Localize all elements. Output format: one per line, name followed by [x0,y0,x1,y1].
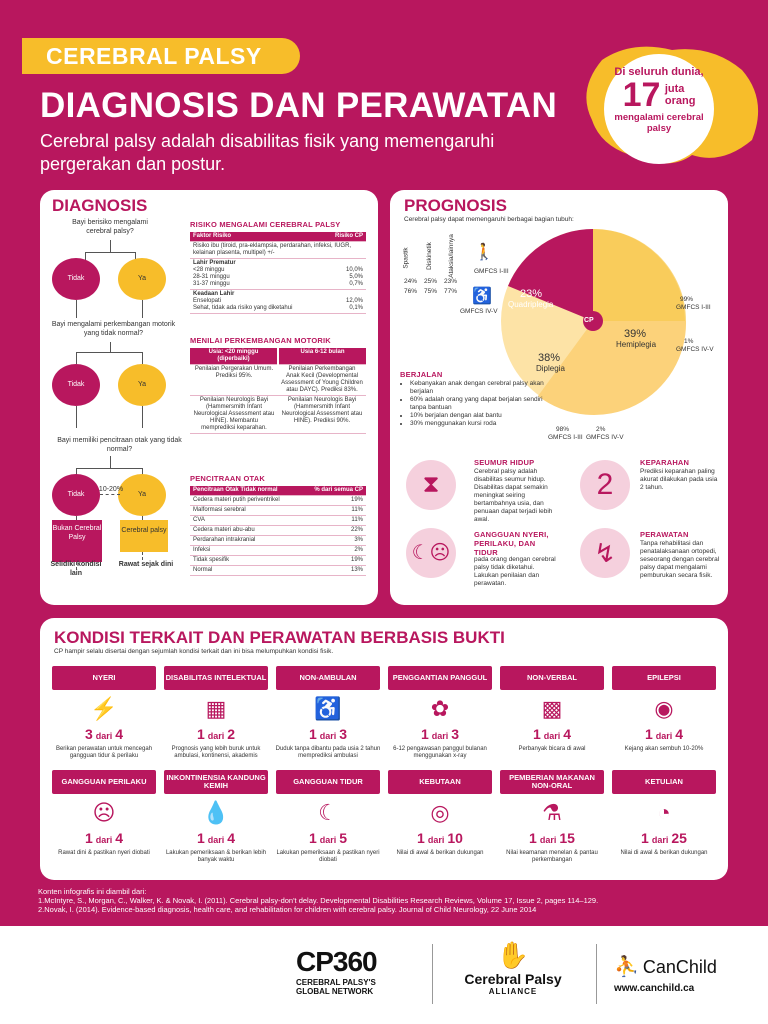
condition-header: PENGGANTIAN PANGGUL [388,666,492,690]
ratio-num: 1 [532,726,541,742]
condition-desc: Duduk tanpa dibantu pada usia 2 tahun memprediksi ambulasi [275,746,381,759]
cpa-hand-icon: ✋ [496,940,530,970]
cpa-logo [448,940,578,996]
table-row [190,516,366,526]
quad-label: Quadriplegia [508,300,554,309]
col-val2-1: 75% [424,288,438,295]
risk-v2b: 10,0% [345,267,363,273]
canchild-text: CanChild [642,957,717,977]
care-title: PERAWATAN [640,530,689,539]
imaging-cell: Perdarahan intrakranial [190,536,301,546]
stat-line1: Di seluruh dunia, [614,66,704,78]
motor-a1: Penilaian Pergerakan Umum. Prediksi 95%. [190,365,278,396]
source-1: 1.McIntyre, S., Morgan, C., Walker, K. & Novak, I. (2011). Cerebral palsy-don't delay. Developmental Disabilities Research Reviews, Volume 17, Issue 2, pages 114–129. [38,896,599,905]
pie-cp-label: CP [584,317,594,324]
ratio-dari: dari [431,731,449,741]
stat-number: 17 [622,76,661,114]
col-val2-2: 77% [444,288,458,295]
flow-bukan-box [52,520,102,562]
motor-a2: Penilaian Perkembangan Anak Kecil (Developmental Assessment of Young Children atau DAYC). Prediksi 83%. [278,365,366,396]
motor-table [190,348,366,434]
ratio-num: 1 [84,830,93,846]
condition-icon: ♿ [314,696,342,721]
flow-bukan-label: Bukan Cerebral Palsy [52,525,102,541]
condition-icon: ▩ [541,696,563,721]
gmfcs-2: GMFCS IV-V [460,308,498,315]
motor-title: MENILAI PERKEMBANGAN MOTORIK [190,336,331,345]
risk-r1: Risiko ibu (tiroid, pra-eklampsia, perdarahan, infeksi, IUGR, kelainan plasenta, multipel) +/- [190,242,366,259]
condition-icon: ☹ [92,800,116,825]
ratio-den: 25 [671,830,687,846]
source-2: 2.Novak, I. (2014). Evidence-based diagnosis, health care, and rehabilitation for children with cerebral palsy. Journal of Child Neurology, 22 June 2014 [38,905,537,914]
condition-header: NON-AMBULAN [276,666,380,690]
conditions-card [40,618,728,880]
risk-v2c: 5,0% [349,274,363,280]
condition-desc: Kejang akan sembuh 10-20% [624,746,704,752]
ratio-den: 3 [451,726,460,742]
ratio-den: 4 [115,830,124,846]
risk-title: RISIKO MENGALAMI CEREBRAL PALSY [190,220,341,229]
col-val-2: 23% [444,278,458,285]
risk-table [190,232,366,314]
ratio-dari: dari [207,835,225,845]
condition-icon: ✿ [430,696,450,721]
prognosis-title: PROGNOSIS [404,196,507,215]
dipl-r1: 98% [556,426,570,433]
ratio-num: 1 [308,830,317,846]
ratio-den: 4 [563,726,572,742]
risk-r3a: Keadaan Lahir [193,291,235,297]
conditions-title: KONDISI TERKAIT DAN PERAWATAN BERBASIS BUKTI [54,628,505,647]
ratio-dari: dari [95,835,113,845]
hourglass-icon: ⧗ [406,460,456,510]
flow-tidak-3: Tidak [52,474,100,516]
sources [38,887,738,914]
ratio-dari: dari [95,731,113,741]
dipl-r2: 2% [596,426,606,433]
flow-cp-label: Cerebral palsy [121,527,167,534]
risk-v3c: 0,1% [349,305,363,311]
ratio-den: 4 [675,726,684,742]
condition-icon: 💧 [202,800,230,825]
ratio-num: 1 [308,726,317,742]
sources-title: Konten infografis ini diambil dari: [38,887,147,896]
ratio-dari: dari [543,731,561,741]
cpa-text2: ALLIANCE [488,987,538,996]
hemi-pct: 39% [624,328,647,340]
condition-ratio [388,830,492,846]
imaging-cell: 19% [301,496,366,506]
ratio-den: 4 [115,726,124,742]
dipl-gm2: GMFCS IV-V [586,434,624,441]
logo-bar [0,926,768,1024]
condition-ratio [52,830,156,846]
imaging-cell: 11% [301,516,366,526]
risk-v3b: 12,0% [345,298,363,304]
imaging-cell: 22% [301,526,366,536]
ratio-num: 1 [420,726,429,742]
risk-h1: Faktor Risiko [190,232,319,242]
cp360-sub2: GLOBAL NETWORK [296,987,374,996]
motor-h1: Usia: <20 minggu (diperbaiki) [190,348,278,365]
ratio-num: 1 [641,830,649,846]
cp360-text: CP360 [296,946,377,977]
severity-icon [580,460,630,510]
table-row [190,526,366,536]
ratio-num: 1 [644,726,653,742]
motor-b1: Penilaian Neurologis Bayi (Hammersmith Infant Neurological Assessment atau HINE). Membantu memprediksi keparahan. [190,396,278,434]
condition-header: PEMBERIAN MAKANAN NON-ORAL [500,770,604,794]
walk-title: BERJALAN [400,370,443,379]
imaging-h1: Pencitraan Otak Tidak normal [190,486,301,496]
condition-icon: ⚡ [90,696,118,721]
table-row [190,546,366,556]
condition-header: NYERI [52,666,156,690]
cp360-sub1: CEREBRAL PALSY'S [296,978,376,987]
pain-text: pada orang dengan cerebral palsy tidak diketahui. Lakukan penilaian dan perawatan. [474,556,556,587]
imaging-cell: Infeksi [190,546,301,556]
flow-q3: Bayi memiliki pencitraan otak yang tidak normal? [57,437,182,453]
ratio-num: 1 [417,830,425,846]
flow-ya-1: Ya [118,258,166,300]
walk-list [404,380,554,428]
imaging-cell: 3% [301,536,366,546]
condition-header: GANGGUAN TIDUR [276,770,380,794]
ratio-dari: dari [655,731,673,741]
pain-sleep-icon: ☾☹ [406,528,456,578]
col-label-1: Diskinetik [425,242,433,270]
condition-desc: Lakukan pemeriksaan & pastikan nyeri diobati [276,850,380,863]
diagnosis-title: DIAGNOSIS [52,196,148,215]
condition-icon: ◔ [657,800,671,825]
imaging-cell: CVA [190,516,301,526]
stat-unit2: orang [664,95,696,107]
ratio-den: 4 [227,830,236,846]
table-row [190,536,366,546]
condition-desc: Nilai keamanan menelan & pantau perkembangan [506,850,598,863]
ratio-dari: dari [427,835,445,845]
flow-tidak-2: Tidak [52,364,100,406]
ratio-dari: dari [319,731,337,741]
condition-ratio [276,726,380,742]
condition-desc: Perbanyak bicara di awal [518,746,586,752]
imaging-cell: 2% [301,546,366,556]
condition-ratio [612,726,716,742]
ratio-den: 15 [559,830,575,846]
flow-tidak-1: Tidak [52,258,100,300]
list-item: • 10% berjalan dengan alat bantu [410,412,554,420]
condition-ratio [52,726,156,742]
condition-icon: ◉ [654,696,674,721]
dipl-pct: 38% [538,352,561,364]
col-label-2: Ataksia/lainnya [447,234,455,278]
care-text: Tanpa rehabilitasi dan penatalaksanaan ortopedi, seseorang dengan cerebral palsy dapat mengalami pemburukan secara fisik. [640,540,720,579]
condition-desc: Rawat dini & pastikan nyeri diobati [58,850,150,856]
ratio-den: 2 [227,726,236,742]
flow-ya-2: Ya [118,364,166,406]
sev-title: KEPARAHAN [640,458,690,467]
condition-header: DISABILITAS INTELEKTUAL [164,666,268,690]
col-val2-0: 76% [404,288,418,295]
condition-icon: ☾ [318,800,338,825]
ratio-num: 1 [196,726,205,742]
condition-desc: 6-12 pengawasan panggul bulanan menggunakan x-ray [393,746,487,759]
walk-icon: 🚶 [474,244,494,261]
table-row [190,556,366,566]
flow-selidiki: Selidiki kondisi lain [50,561,102,577]
flow-cp-box [120,520,168,552]
condition-desc: Berikan perawatan untuk mencegah gangguan tidur & perilaku [55,746,153,759]
header-pill: CEREBRAL PALSY [22,38,300,74]
dipl-gm1: GMFCS I-III [548,434,583,441]
risk-r2a: Lahir Prematur [193,260,236,266]
risk-r3b: Enselopati [193,298,222,304]
life-title: SEUMUR HIDUP [474,458,535,467]
list-item: • 60% adalah orang yang dapat berjalan sendiri tanpa bantuan [410,396,554,412]
motor-b2: Penilaian Neurologis Bayi (Hammersmith Infant Neurological Assessment atau HINE). Prediksi 90%. [278,396,366,434]
ratio-dari: dari [651,835,669,845]
table-row [190,506,366,516]
flow-ya-3: Ya [118,474,166,516]
risk-h2: Risiko CP [319,232,366,242]
prognosis-intro: Cerebral palsy dapat memengaruhi berbagai bagian tubuh: [404,216,574,223]
stat-unit1: juta [664,83,685,95]
condition-ratio [388,726,492,742]
canchild-figure-icon: ⛹ [614,956,639,978]
stat-line3: mengalami cerebral palsy [614,112,704,134]
list-item: • 30% menggunakan kursi roda [410,420,554,428]
flow-q1: Bayi berisiko mengalami cerebral palsy? [72,219,148,235]
canchild-logo [614,954,754,994]
wheelchair-icon: ♿ [472,288,492,305]
condition-ratio [164,830,268,846]
imaging-cell: 13% [301,566,366,576]
condition-header: NON-VERBAL [500,666,604,690]
imaging-cell: Cedera materi putih periventrikel [190,496,301,506]
condition-icon: ◎ [430,800,450,825]
ratio-num: 1 [196,830,205,846]
col-val-0: 24% [404,278,418,285]
table-row [190,496,366,506]
condition-header: INKONTINENSIA KANDUNG KEMIH [164,770,268,794]
imaging-cell: 11% [301,506,366,516]
imaging-h2: % dari semua CP [301,486,366,496]
imaging-cell: Normal [190,566,301,576]
condition-desc: Lakukan pemeriksaan & berikan lebih banyak waktu [165,850,267,863]
ratio-dari: dari [207,731,225,741]
condition-ratio [500,726,604,742]
condition-header: KEBUTAAN [388,770,492,794]
flow-pct: 10-20% [98,486,124,493]
diagnosis-card [40,190,378,605]
risk-r3c: Sehat, tidak ada risiko yang diketahui [193,305,293,311]
imaging-cell: 19% [301,556,366,566]
hemi-gm1: GMFCS I-III [676,304,711,311]
dipl-label: Diplegia [536,364,565,373]
prognosis-card [390,190,728,605]
condition-desc: Nilai di awal & berikan dukungan [620,850,708,856]
imaging-cell: Malformasi serebral [190,506,301,516]
risk-v2d: 0,7% [349,281,363,287]
quad-pct: 23% [520,288,543,300]
hemi-gm2: GMFCS IV-V [676,346,714,353]
sev-text: Prediksi keparahan paling akurat dilakukan pada usia 2 tahun. [640,468,718,491]
pain-title: GANGGUAN NYERI, PERILAKU, DAN TIDUR [474,530,549,557]
condition-desc: Nilai di awal & berikan dukungan [396,850,484,856]
risk-r2c: 28-31 minggu [193,274,230,280]
ratio-dari: dari [539,835,557,845]
page-subtitle: Cerebral palsy adalah disabilitas fisik yang memengaruhi pergerakan dan postur. [40,131,495,174]
condition-icon: ⚗ [542,800,562,825]
ratio-den: 5 [339,830,348,846]
hemi-label: Hemiplegia [616,340,657,349]
hemi-r1: 99% [680,296,694,303]
condition-ratio [276,830,380,846]
col-label-0: Spastik [402,247,410,269]
imaging-title: PENCITRAAN OTAK [190,474,265,483]
imaging-table [190,486,366,576]
ratio-den: 3 [339,726,348,742]
col-val-1: 25% [424,278,438,285]
ratio-num: 3 [84,726,93,742]
condition-header: GANGGUAN PERILAKU [52,770,156,794]
list-item: • Kebanyakan anak dengan cerebral palsy akan berjalan [410,380,554,396]
condition-desc: Prognosis yang lebih buruk untuk ambulasi, kontinensi, akademis [171,746,261,759]
imaging-cell: Cedera materi abu-abu [190,526,301,536]
condition-ratio [612,830,716,846]
gmfcs-1: GMFCS I-III [474,268,509,275]
condition-icon: ▦ [205,696,227,721]
imaging-cell: Tidak spesifik [190,556,301,566]
severity-num: 2 [596,468,614,501]
flow-rawat: Rawat sejak dini [118,561,174,568]
life-text: Cerebral palsy adalah disabilitas seumur hidup. Disabilitas dapat semakin meningkat seiring bertambahnya usia, dan penuaan dapat terjadi lebih awal. [474,468,553,523]
cp360-logo [296,946,416,996]
hemi-r2: 1% [684,338,694,345]
risk-r2b: <28 minggu [193,267,225,273]
table-row [190,566,366,576]
ratio-den: 10 [447,830,463,846]
condition-header: KETULIAN [612,770,716,794]
ratio-dari: dari [319,835,337,845]
motor-h2: Usia 6-12 bulan [278,348,366,365]
canchild-url: www.canchild.ca [614,983,695,994]
stat-circle [604,54,714,164]
ratio-num: 1 [529,830,537,846]
condition-ratio [164,726,268,742]
risk-r2d: 31-37 minggu [193,281,230,287]
decline-icon: ↯ [580,528,630,578]
flow-q2: Bayi mengalami perkembangan motorik yang tidak normal? [51,321,176,337]
cpa-text1: Cerebral Palsy [464,971,562,987]
page-title: DIAGNOSIS DAN PERAWATAN [40,86,558,125]
condition-ratio [500,830,604,846]
conditions-intro: CP hampir selalu disertai dengan sejumlah kondisi terkait dan ini bisa melumpuhkan kondisi fisik. [54,648,334,655]
condition-header: EPILEPSI [612,666,716,690]
